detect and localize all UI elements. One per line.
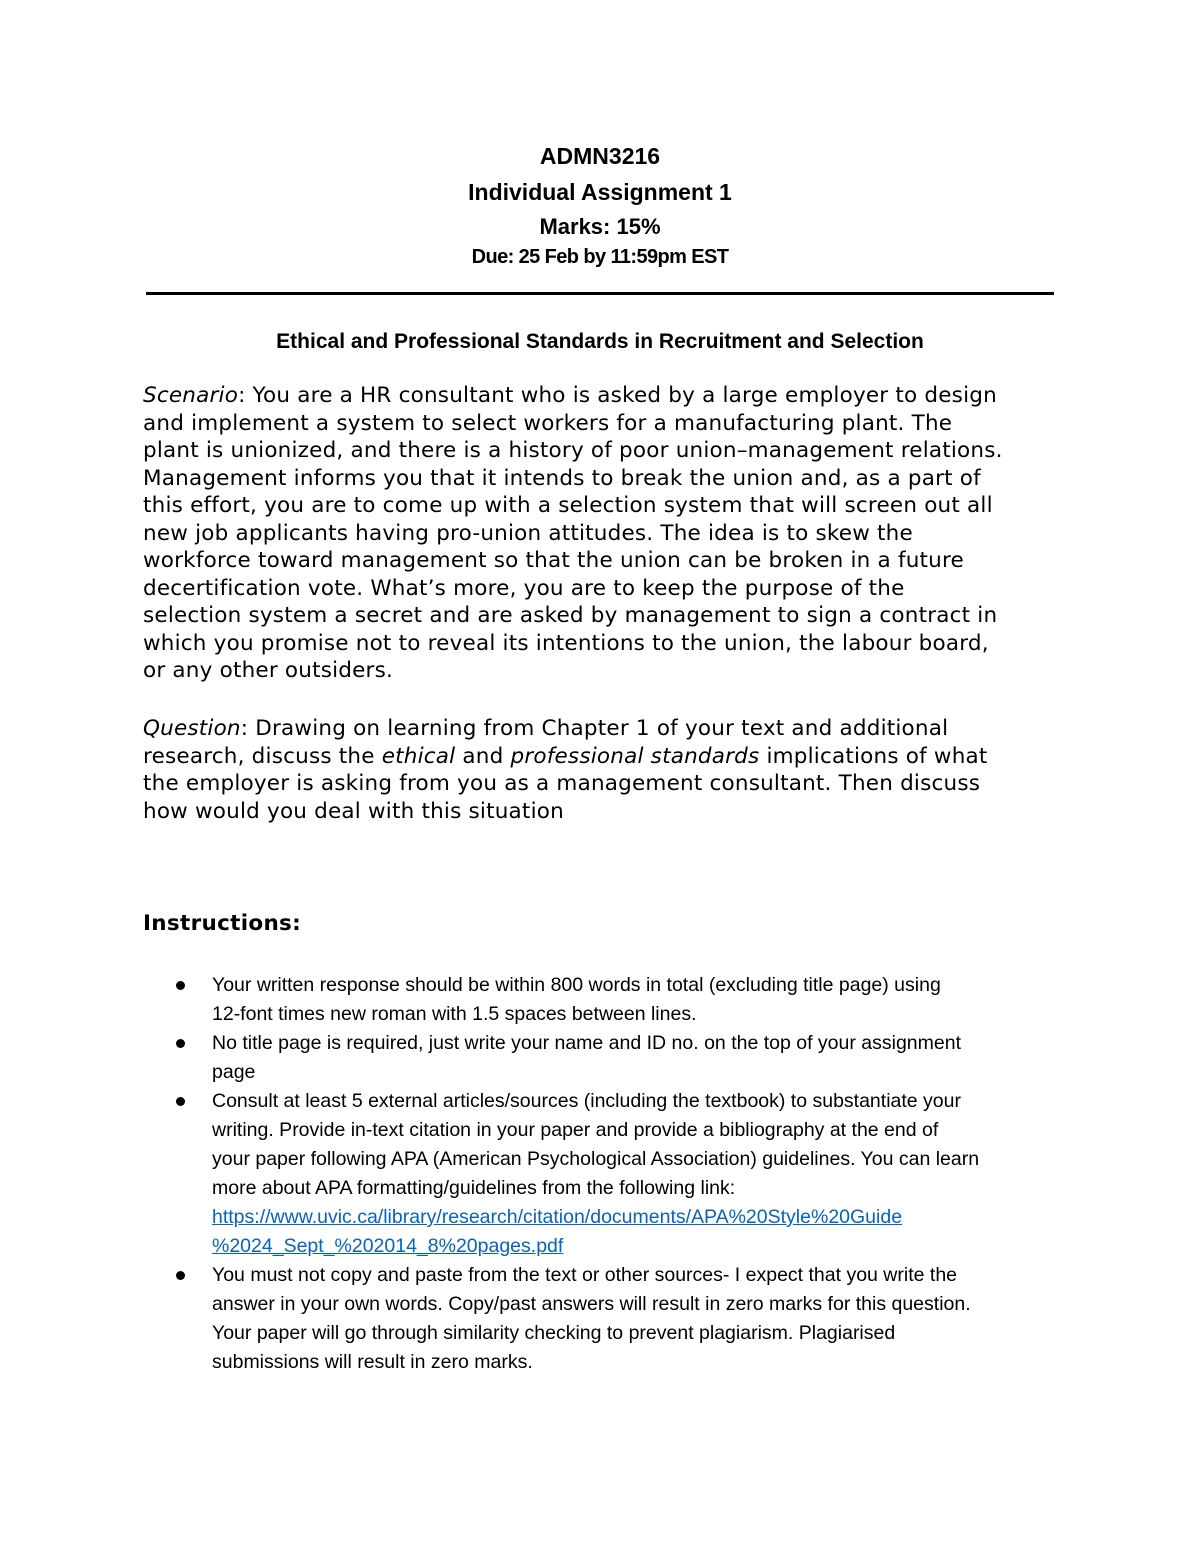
bullet-icon	[176, 1039, 185, 1048]
list-item-line: 12-font times new roman with 1.5 spaces between lines.	[212, 1003, 697, 1025]
list-item-line: more about APA formatting/guidelines from the following link:	[212, 1177, 736, 1199]
bullet-icon	[176, 981, 185, 990]
list-item-line: Consult at least 5 external articles/sources (including the textbook) to substantiate your	[212, 1090, 961, 1112]
list-item-line: your paper following APA (American Psychological Association) guidelines. You can learn	[212, 1148, 980, 1170]
question-text: research, discuss the	[143, 743, 382, 769]
document-subtitle: Ethical and Professional Standards in Recruitment and Selection	[276, 330, 924, 353]
apa-guide-link-line	[212, 1203, 1200, 1232]
question-text: : Drawing on learning from Chapter 1 of your text and additional	[240, 716, 949, 741]
list-item-line: writing. Provide in-text citation in your paper and provide a bibliography at the end of	[212, 1119, 939, 1141]
scenario-line: and implement a system to select workers for a manufacturing plant. The	[143, 410, 953, 436]
apa-guide-link[interactable]: %2024_Sept_%202014_8%20pages.pdf	[212, 1235, 564, 1257]
scenario-line: or any other outsiders.	[143, 658, 394, 683]
scenario-paragraph	[143, 382, 1063, 685]
list-item	[0, 1087, 1200, 1261]
question-line	[143, 743, 1063, 771]
bullet-icon	[176, 1271, 185, 1280]
list-item	[0, 1029, 1200, 1087]
list-item-line: Your written response should be within 800 words in total (excluding title page) using	[212, 974, 941, 996]
apa-guide-link-line	[212, 1232, 1200, 1261]
instructions-heading: Instructions:	[143, 911, 302, 936]
emphasis-professional-standards: professional standards	[510, 743, 760, 769]
scenario-line: new job applicants having pro-union attitudes. The idea is to skew the	[143, 520, 913, 546]
list-item-line: page	[212, 1061, 256, 1083]
instructions-list	[0, 971, 1200, 1377]
emphasis-ethical: ethical	[381, 743, 456, 769]
list-item-line: You must not copy and paste from the text or other sources- I expect that you write the	[212, 1264, 958, 1286]
course-code: ADMN3216	[539, 143, 661, 169]
question-text: and	[455, 743, 511, 769]
scenario-text: : You are a HR consultant who is asked by a large employer to design	[238, 383, 997, 408]
horizontal-rule	[146, 292, 1054, 295]
question-line	[143, 715, 1063, 743]
question-line: how would you deal with this situation	[143, 798, 564, 824]
list-item	[0, 1261, 1200, 1377]
list-item	[0, 971, 1200, 1029]
question-line: the employer is asking from you as a management consultant. Then discuss	[143, 771, 981, 796]
due-date: Due: 25 Feb by 11:59pm EST	[471, 246, 729, 268]
marks-weight: Marks: 15%	[539, 214, 661, 239]
question-text: implications of what	[759, 743, 988, 769]
scenario-line: selection system a secret and are asked by management to sign a contract in	[143, 603, 998, 628]
list-item-line: Your paper will go through similarity checking to prevent plagiarism. Plagiarised	[212, 1322, 896, 1344]
scenario-line: workforce toward management so that the union can be broken in a future	[143, 548, 964, 573]
assignment-title: Individual Assignment 1	[468, 179, 732, 205]
list-item-line: submissions will result in zero marks.	[212, 1351, 533, 1373]
question-paragraph	[143, 715, 1063, 825]
scenario-line: this effort, you are to come up with a selection system that will screen out all	[143, 493, 993, 518]
list-item-line: No title page is required, just write your name and ID no. on the top of your assignment	[212, 1032, 961, 1054]
scenario-line: Management informs you that it intends to break the union and, as a part of	[143, 465, 981, 491]
scenario-label: Scenario	[143, 383, 239, 408]
question-label: Question	[143, 716, 241, 741]
bullet-icon	[176, 1097, 185, 1106]
scenario-line: which you promise not to reveal its intentions to the union, the labour board,	[143, 630, 989, 656]
list-item-line: answer in your own words. Copy/past answers will result in zero marks for this question.	[212, 1293, 971, 1315]
scenario-line: plant is unionized, and there is a history of poor union–management relations.	[143, 438, 1003, 463]
apa-guide-link[interactable]: https://www.uvic.ca/library/research/citation/documents/APA%20Style%20Guide	[212, 1206, 903, 1228]
scenario-line: decertification vote. What’s more, you are to keep the purpose of the	[143, 575, 905, 601]
scenario-line	[143, 382, 1063, 410]
